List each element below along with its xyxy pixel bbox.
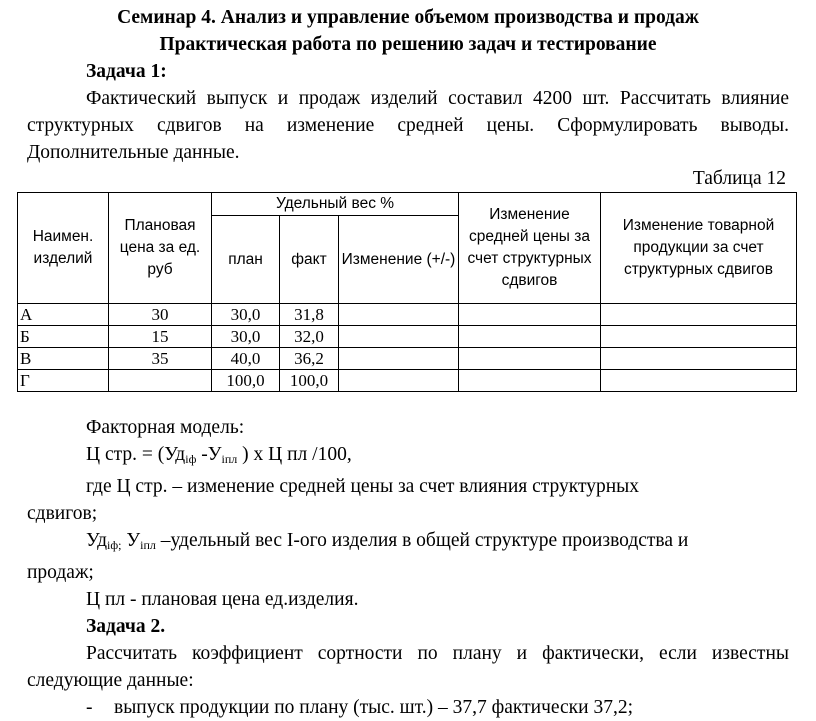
document (20, 0, 789, 721)
cell-name: А (18, 304, 109, 326)
header-avg-price-change: Изменение средней цены за счет структурных сдвигов (459, 193, 601, 304)
model-label: Факторная модель: (86, 417, 245, 438)
cell-fact: 32,0 (280, 326, 339, 348)
model-definition-cont: продаж; (27, 562, 94, 583)
cell-plan: 30,0 (212, 326, 280, 348)
data-table (17, 192, 797, 392)
cell-change (339, 348, 459, 370)
cell-fact: 100,0 (280, 370, 339, 392)
cell-name: Г (18, 370, 109, 392)
cell-plan: 100,0 (212, 370, 280, 392)
header-share: Удельный вес % (212, 193, 459, 216)
task2-heading: Задача 2. (86, 616, 166, 637)
cell-price: 35 (109, 348, 212, 370)
header-fact: факт (280, 216, 339, 304)
cell-output (601, 326, 797, 348)
cell-price: 30 (109, 304, 212, 326)
table-caption: Таблица 12 (692, 168, 786, 189)
model-definition: $Уд_{іф;}$ $У_{іпл}$ –удельный вес I-ого изделия в общей структуре производства и (86, 530, 689, 552)
cell-change (339, 326, 459, 348)
cell-output (601, 304, 797, 326)
task1-text: Фактический выпуск и продаж изделий составил 4200 шт. Рассчитать влияние структурных сдвигов на изменение средней цены. Сформулировать выводы. Дополнительные данные. (27, 88, 789, 163)
model-where-line2: сдвигов; (27, 503, 98, 524)
cell-output (601, 370, 797, 392)
cell-avg (459, 304, 601, 326)
cell-price: 15 (109, 326, 212, 348)
document-title: Семинар 4. Анализ и управление объемом производства и продаж (117, 7, 699, 28)
header-plan: план (212, 216, 280, 304)
task2-bullet: - выпуск продукции по плану (тыс. шт.) – 37,7 фактически 37,2; (86, 697, 633, 718)
model-formula: Ц стр. = ($Уд_{іф}$ $-У_{іпл}$ ) х Ц пл /100, (86, 444, 352, 466)
model-price-definition: Ц пл - плановая цена ед.изделия. (86, 589, 359, 610)
cell-price (109, 370, 212, 392)
cell-avg (459, 370, 601, 392)
cell-avg (459, 326, 601, 348)
header-name: Наимен. изделий (18, 193, 109, 304)
document-subtitle: Практическая работа по решению задач и тестирование (159, 34, 657, 55)
table-row (18, 348, 797, 370)
cell-plan: 30,0 (212, 304, 280, 326)
cell-change (339, 370, 459, 392)
task2-text: Рассчитать коэффициент сортности по плану и фактически, если известны следующие данные: (27, 643, 789, 691)
cell-change (339, 304, 459, 326)
cell-plan: 40,0 (212, 348, 280, 370)
model-where-line1: где Ц стр. – изменение средней цены за счет влияния структурных (86, 476, 640, 497)
header-plan-price: Плановая цена за ед. руб (109, 193, 212, 304)
header-change: Изменение (+/-) (339, 216, 459, 304)
header-output-change: Изменение товарной продукции за счет структурных сдвигов (601, 193, 797, 304)
cell-avg (459, 348, 601, 370)
task1-heading: Задача 1: (86, 61, 167, 82)
cell-fact: 36,2 (280, 348, 339, 370)
cell-fact: 31,8 (280, 304, 339, 326)
table-row (18, 370, 797, 392)
cell-name: В (18, 348, 109, 370)
table-row (18, 304, 797, 326)
cell-name: Б (18, 326, 109, 348)
table-row (18, 326, 797, 348)
cell-output (601, 348, 797, 370)
